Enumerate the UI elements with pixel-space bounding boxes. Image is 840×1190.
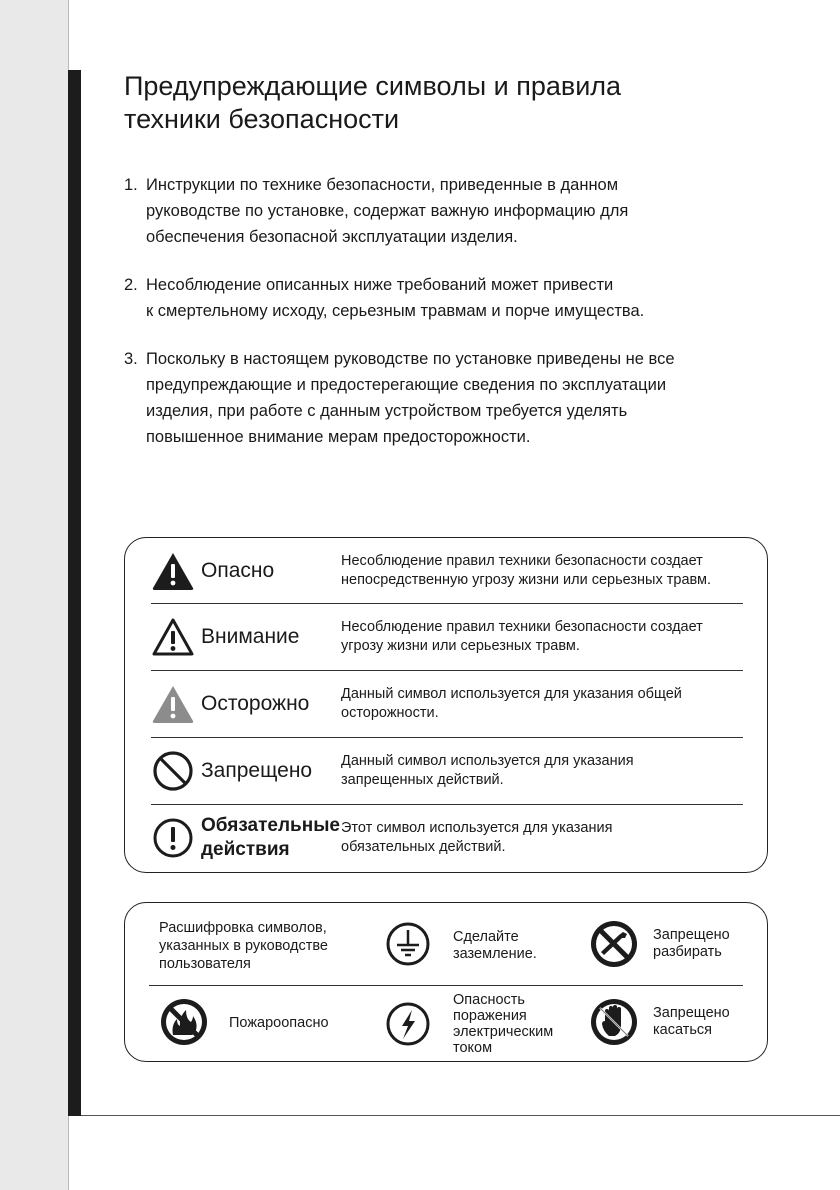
text-line: разбирать [653, 944, 722, 960]
legend-label: Внимание [201, 625, 300, 648]
intro-line: Расшифровка символов, [159, 920, 327, 936]
desc-line: Данный символ используется для указания [341, 753, 634, 769]
legend-description [341, 552, 759, 590]
text-line: Опасность [453, 992, 525, 1008]
legend-row-mandatory [151, 805, 767, 871]
item-line: Поскольку в настоящем руководстве по установке приведены не все [146, 350, 675, 368]
grounding-text [453, 929, 537, 963]
legend-label: Запрещено [201, 759, 313, 782]
instruction-item [124, 346, 764, 450]
legend-description [341, 819, 759, 857]
legend-label: Опасно [201, 559, 275, 582]
symbols-intro [159, 919, 369, 973]
desc-line: угрозу жизни или серьезных травм. [341, 638, 580, 654]
instruction-list [124, 172, 764, 472]
legend-label: Осторожно [201, 692, 310, 715]
symbols-divider [149, 985, 743, 986]
text-line: поражения [453, 1008, 527, 1024]
no-touch-icon [589, 997, 639, 1047]
legend-row-prohibited [151, 738, 767, 804]
text-line: электрическим [453, 1024, 554, 1040]
text-line: Запрещено [653, 1005, 730, 1021]
desc-line: запрещенных действий. [341, 772, 504, 788]
title-line: Предупреждающие символы и правила [124, 71, 622, 101]
desc-line: осторожности. [341, 705, 439, 721]
prohibited-circle-icon [151, 749, 195, 793]
text-line: заземление. [453, 946, 537, 962]
text-line: Запрещено [653, 927, 730, 943]
legend-row-warning [151, 604, 767, 670]
electric-shock-icon [385, 1001, 429, 1045]
item-number: 3. [124, 350, 138, 368]
no-disassembly-text [653, 927, 730, 961]
fire-hazard-text: Пожароопасно [229, 1015, 329, 1031]
symbols-legend-box [124, 902, 768, 1062]
fire-hazard-icon [159, 997, 209, 1047]
desc-line: Этот символ используется для указания [341, 820, 613, 836]
item-line: изделия, при работе с данным устройством требуется уделять [146, 402, 628, 420]
text-line: Сделайте [453, 929, 519, 945]
label-line: Обязательные [201, 815, 341, 836]
desc-line: непосредственную угрозу жизни или серьезных травм. [341, 572, 712, 588]
item-line: руководстве по установке, содержат важную информацию для [146, 202, 629, 220]
instruction-item [124, 172, 764, 250]
desc-line: Несоблюдение правил техники безопасности создает [341, 553, 703, 569]
legend-description [341, 752, 759, 790]
item-line: Несоблюдение описанных ниже требований может привести [146, 276, 614, 294]
legend-label [201, 814, 340, 862]
legend-row-caution [151, 671, 767, 737]
desc-line: обязательных действий. [341, 839, 506, 855]
bottom-rule [81, 1115, 840, 1116]
legend-row-danger [151, 538, 767, 604]
danger-triangle-icon [151, 549, 195, 593]
intro-line: указанных в руководстве [159, 938, 328, 954]
no-touch-text [653, 1005, 730, 1039]
left-margin-band [0, 0, 68, 1190]
label-line: действия [201, 839, 290, 860]
item-line: предупреждающие и предостерегающие сведения по эксплуатации [146, 376, 667, 394]
warning-legend-box [124, 537, 768, 873]
grounding-icon [385, 921, 429, 965]
caution-triangle-icon [151, 682, 195, 726]
instruction-item [124, 272, 764, 324]
section-marker-bar [68, 70, 81, 1116]
page-title [124, 70, 621, 136]
warning-triangle-icon [151, 615, 195, 659]
desc-line: Несоблюдение правил техники безопасности создает [341, 619, 703, 635]
no-disassembly-icon [589, 919, 639, 969]
item-line: Инструкции по технике безопасности, приведенные в данном [146, 176, 619, 194]
legend-description [341, 618, 759, 656]
item-line: к смертельному исходу, серьезным травмам и порче имущества. [146, 302, 645, 320]
mandatory-exclamation-icon [151, 816, 195, 860]
legend-description [341, 685, 759, 723]
text-line: касаться [653, 1022, 713, 1038]
electric-shock-text [453, 992, 553, 1056]
title-line: техники безопасности [124, 104, 400, 134]
item-line: повышенное внимание мерам предосторожности. [146, 428, 531, 446]
desc-line: Данный символ используется для указания общей [341, 686, 682, 702]
item-number: 1. [124, 176, 138, 194]
text-line: током [453, 1040, 493, 1056]
intro-line: пользователя [159, 956, 251, 972]
item-line: обеспечения безопасной эксплуатации изделия. [146, 228, 518, 246]
item-number: 2. [124, 276, 138, 294]
